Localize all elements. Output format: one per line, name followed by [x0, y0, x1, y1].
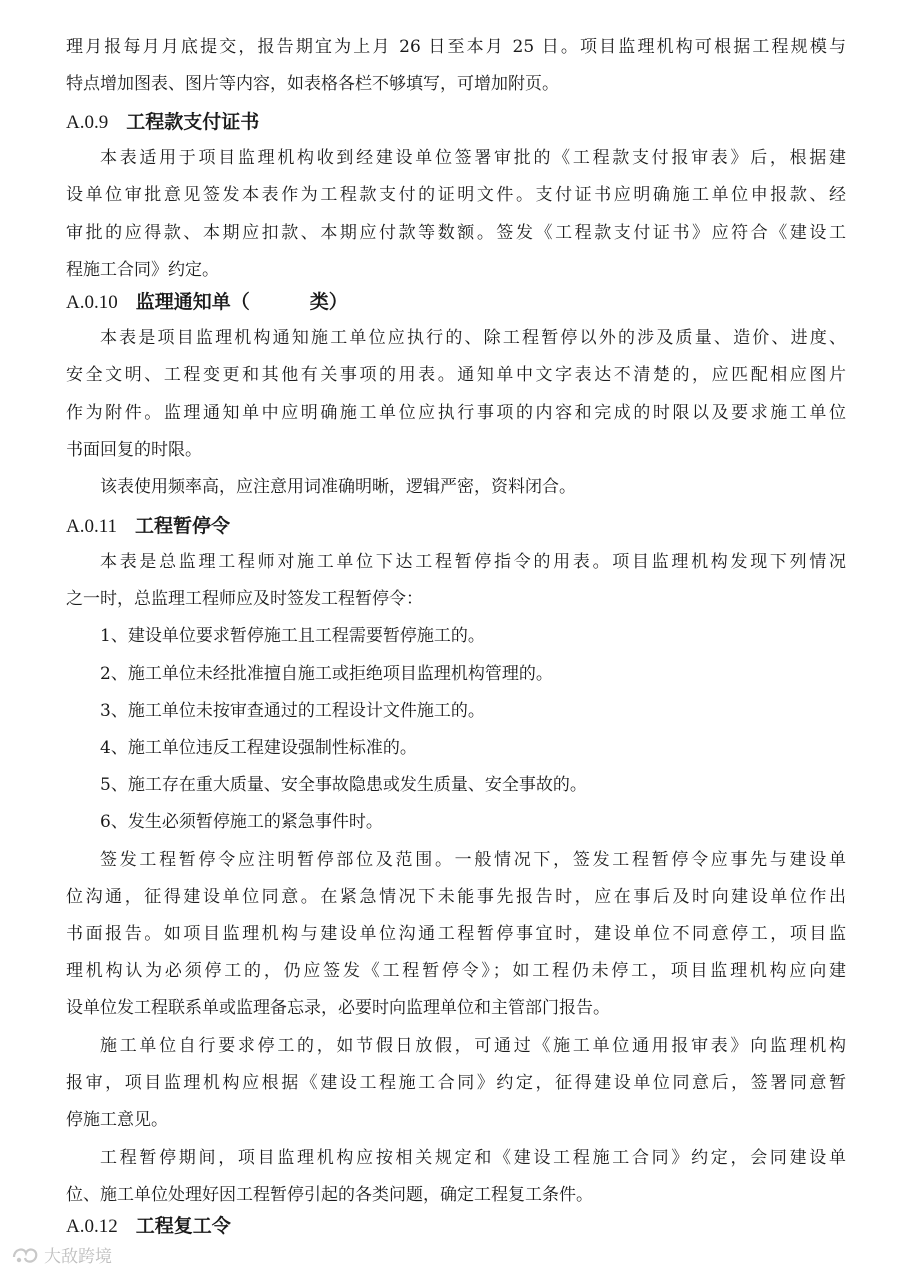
watermark-logo-icon	[10, 1243, 40, 1265]
text-line: 审批的应得款、本期应扣款、本期应付款等数额。签发《工程款支付证书》应符合《建设工	[66, 223, 846, 243]
section-title: 监理通知单（	[135, 291, 250, 313]
text-line: 理月报每月月底提交，报告期宜为上月 26 日至本月 25 日。项目监理机构可根据工程规模与	[66, 37, 846, 57]
list-item: 1、建设单位要求暂停施工且工程需要暂停施工的。	[100, 626, 485, 646]
list-item: 4、施工单位违反工程建设强制性标准的。	[100, 738, 417, 758]
text-line: 理机构认为必须停工的，仍应签发《工程暂停令》；如工程仍未停工，项目监理机构应向建	[66, 961, 846, 981]
list-item: 3、施工单位未按审查通过的工程设计文件施工的。	[100, 701, 485, 721]
watermark	[10, 1240, 112, 1268]
text-line: 设单位审批意见签发本表作为工程款支付的证明文件。支付证书应明确施工单位申报款、经	[66, 185, 846, 205]
text-line: 施工单位自行要求停工的，如节假日放假，可通过《施工单位通用报审表》向监理机构	[100, 1036, 846, 1056]
section-title: 工程复工令	[135, 1215, 231, 1237]
text-line: 书面回复的时限。	[66, 440, 202, 460]
text-line: 位、施工单位处理好因工程暂停引起的各类问题，确定工程复工条件。	[66, 1185, 593, 1205]
section-title: 工程暂停令	[135, 515, 231, 537]
section-heading	[66, 288, 348, 317]
text-line: 安全文明、工程变更和其他有关事项的用表。通知单中文字表达不清楚的，应匹配相应图片	[66, 365, 846, 385]
text-line: 设单位发工程联系单或监理备忘录，必要时向监理单位和主管部门报告。	[66, 998, 610, 1018]
text-line: 位沟通，征得建设单位同意。在紧急情况下未能事先报告时，应在事后及时向建设单位作出	[66, 887, 846, 907]
text-line: 书面报告。如项目监理机构与建设单位沟通工程暂停事宜时，建设单位不同意停工，项目监	[66, 924, 846, 944]
text-line: 停施工意见。	[66, 1110, 168, 1130]
text-line: 作为附件。监理通知单中应明确施工单位应执行事项的内容和完成的时限以及要求施工单位	[66, 403, 846, 423]
watermark-text: 大敌跨境	[44, 1246, 112, 1267]
list-item: 6、发生必须暂停施工的紧急事件时。	[100, 812, 383, 832]
text-line: 之一时，总监理工程师应及时签发工程暂停令：	[66, 589, 423, 609]
text-line: 本表适用于项目监理机构收到经建设单位签署审批的《工程款支付报审表》后，根据建	[100, 148, 846, 168]
section-number: A.0.9	[66, 112, 109, 133]
list-item: 5、施工存在重大质量、安全事故隐患或发生质量、安全事故的。	[100, 775, 587, 795]
section-number: A.0.11	[66, 516, 118, 537]
section-number: A.0.10	[66, 292, 118, 313]
section-heading	[66, 512, 230, 541]
section-title: 工程款支付证书	[126, 111, 260, 133]
section-heading	[66, 108, 259, 137]
text-line: 本表是总监理工程师对施工单位下达工程暂停指令的用表。项目监理机构发现下列情况	[100, 552, 846, 572]
list-item: 2、施工单位未经批准擅自施工或拒绝项目监理机构管理的。	[100, 664, 553, 684]
section-number: A.0.12	[66, 1216, 118, 1237]
section-heading	[66, 1212, 231, 1241]
section-title-suffix: 类）	[309, 291, 348, 313]
text-line: 报审，项目监理机构应根据《建设工程施工合同》约定，征得建设单位同意后，签署同意暂	[66, 1073, 846, 1093]
text-line: 程施工合同》约定。	[66, 260, 219, 280]
text-line: 签发工程暂停令应注明暂停部位及范围。一般情况下，签发工程暂停令应事先与建设单	[100, 850, 846, 870]
text-line: 特点增加图表、图片等内容，如表格各栏不够填写，可增加附页。	[66, 74, 559, 94]
text-line: 工程暂停期间，项目监理机构应按相关规定和《建设工程施工合同》约定，会同建设单	[100, 1148, 846, 1168]
text-line: 本表是项目监理机构通知施工单位应执行的、除工程暂停以外的涉及质量、造价、进度、	[100, 328, 846, 348]
text-line: 该表使用频率高，应注意用词准确明晰，逻辑严密，资料闭合。	[100, 477, 576, 497]
